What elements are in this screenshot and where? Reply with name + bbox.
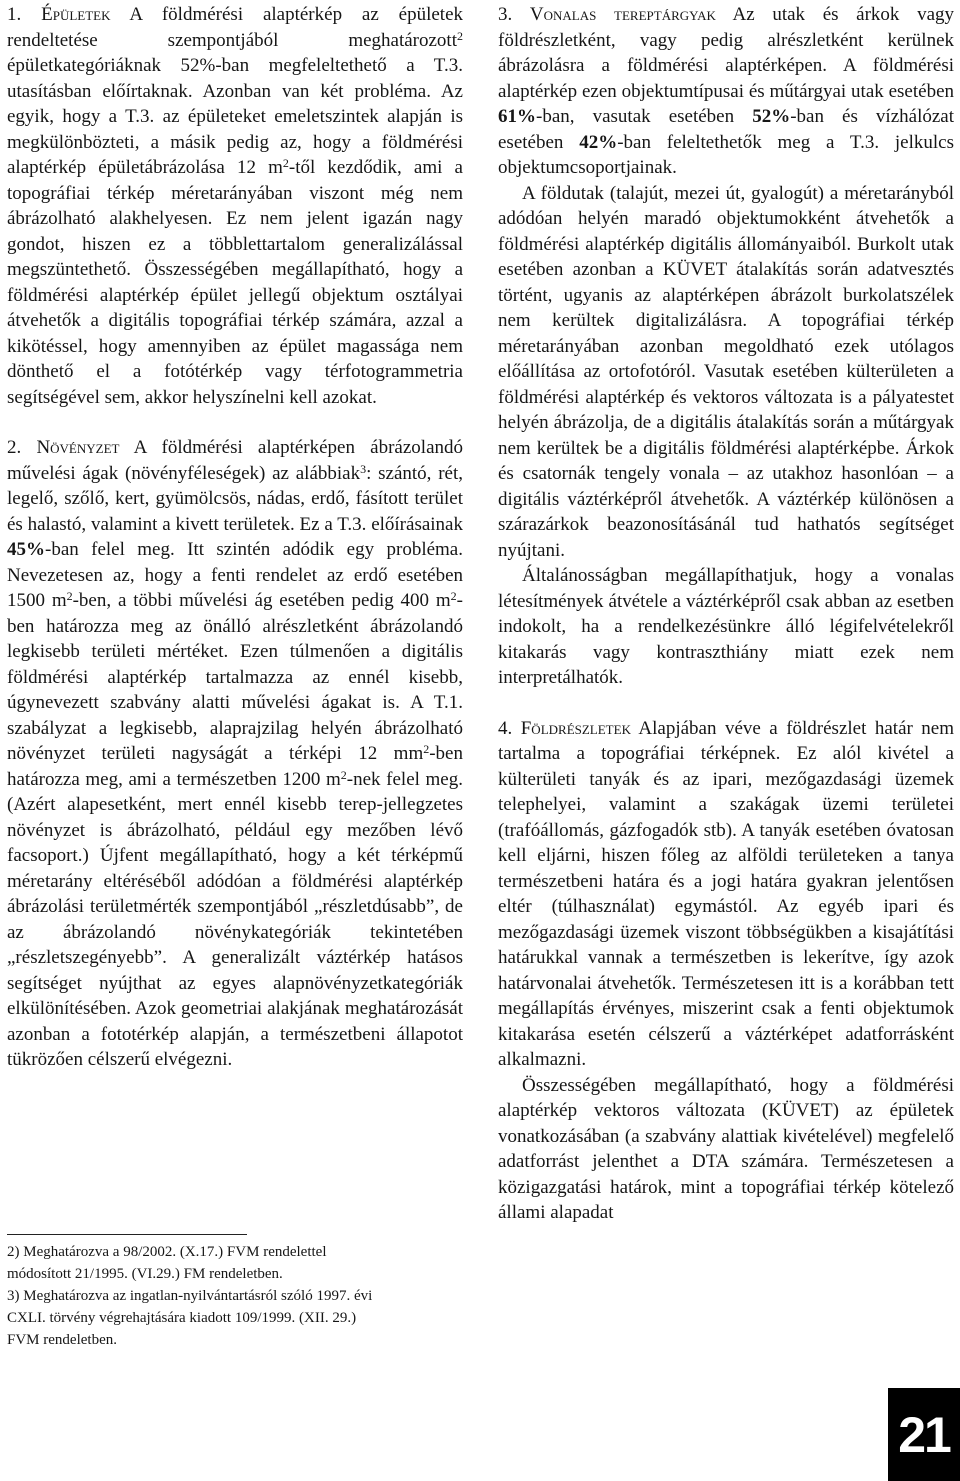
right-column bbox=[498, 2, 954, 1226]
section-heading: Vonalas tereptárgyak bbox=[529, 4, 716, 25]
body-text: Az utak és árkok vagy földrészletként, vagy pedig alrészletként kerülnek ábrázolásra a földmérési alaptérképen. A földmérési alaptérkép ezen objektumtípusai és műtárgyai utak esetében bbox=[498, 4, 955, 102]
bold-percentage: 52% bbox=[752, 106, 791, 127]
bold-percentage: 42% bbox=[579, 131, 618, 153]
body-text: : szántó, rét, legelő, szőlő, kert, gyümölcsös, nádas, erdő, fásított terület és halastó, valamint a kivett területek. Ez a T.3. előírásainak bbox=[7, 462, 463, 535]
section-heading: Földrészletek bbox=[520, 717, 631, 739]
bold-percentage: 45% bbox=[7, 539, 45, 560]
footnote-2-line: 2) Meghatározva a 98/2002. (X.17.) FVM rendelettel bbox=[7, 1244, 327, 1260]
section-number: 3. bbox=[498, 4, 513, 25]
body-text: -ban felel meg. Itt szintén adódik egy probléma. Nevezetesen az, hogy a fenti rendelet az erdő esetében 1500 m bbox=[7, 539, 463, 611]
section-2-vegetation bbox=[7, 435, 463, 1073]
body-text: -ben határozza meg, ami a természetben 1200 m bbox=[7, 743, 463, 790]
section-number: 4. bbox=[498, 717, 513, 739]
body-text: -ban és vízhálózat esetében bbox=[498, 106, 954, 153]
superscript: 2 bbox=[340, 767, 347, 782]
body-text: A földmérési alaptérkép az épületek rendeltetése szempontjából meghatározott bbox=[7, 4, 464, 51]
footnote-ref-3: 3 bbox=[360, 461, 367, 476]
footnote-divider bbox=[7, 1234, 247, 1235]
footnote-3-line: CXLI. törvény végrehajtására kiadott 109/1999. (XII. 29.) bbox=[7, 1310, 357, 1326]
body-text: -ben határozza meg az önálló alrészletként ábrázolandó legkisebb területi mértéket. Ezen túlmenően a digitális földmérési alaptérkép tartalmazza az ennél kisebb, úgynevezett szabvány alatti művelési ágakat is. A T.1. szabályzat a legkisebb, alaprajzilag helyén ábrázolható növényzet területi nagyságát a térképi 12 mm bbox=[7, 590, 463, 764]
footnote-2-line: módosított 21/1995. (VI.29.) FM rendeletben. bbox=[7, 1266, 283, 1282]
section-number: 2. bbox=[7, 437, 22, 458]
footnote-3-line: 3) Meghatározva az ingatlan-nyilvántartásról szóló 1997. évi bbox=[7, 1288, 373, 1304]
section-1-buildings bbox=[7, 2, 463, 410]
superscript: 2 bbox=[450, 589, 457, 603]
paragraph-conclusion: Összességében megállapítható, hogy a földmérési alaptérkép vektoros változata (KÜVET) az épületek vonatkozásában (a szabvány alattiak kivételével) megfelelő adatforrást jelenthet a DTA számára. Természetesen a közigazgatási határok, mint a topográfiai térkép kötelező állami alapadat bbox=[498, 1074, 954, 1223]
body-text: Alapjában véve a földrészlet határ nem tartalma a topográfiai térképnek. Ez alól kivétel a külterületi tanyák és az ipari, mezőgazdasági üzemek telephelyei, valamint a szakágak üzemi területei (trafóállomás, gázfogadók stb). A tanyák esetében óvatosan kell eljárni, hiszen főleg az alföldi területeken a tanya természetbeni határa és a jogi határa gyakran jelentősen eltér (túlhasználat) egymástól. Az egyéb ipari és mezőgazdasági üzemek viszont többségükben a kisajátítási határukkal vannak a természetben is lekerítve, így azok határvonalai átvehetők. Természetesen itt is a korábban tett megállapítás érvényes, miszerint csak a fenti objektumok kitakarása esetén célszerű a váztérképet adatforrásként alkalmazni. bbox=[498, 717, 955, 1070]
section-number: 1. bbox=[7, 4, 22, 25]
section-4-parcels bbox=[498, 716, 954, 1073]
section-3-linear-features bbox=[498, 2, 954, 181]
body-text: -től kezdődik, ami a topográfiai térkép méretarányában viszont még nem ábrázolható alakhelyesen. Ez nem jelent igazán nagy gondot, hiszen ez a többlettartalom generalizálással megszüntethető. Összességében megállapítható, hogy a földmérési alaptérkép épület jellegű objektum osztályai átvehetők a digitális topográfiai térkép számára, azzal a kikötéssel, hogy amennyiben az épület magassága nem dönthető el a fotótérkép vagy térfotogrammetria segítségével sem, akkor helyszínelni kell azokat. bbox=[7, 157, 463, 408]
paragraph-roads: A földutak (talajút, mezei út, gyalogút) a méretarányból adódóan helyén maradó objektumokként átvehetők a földmérési alaptérkép digitális állományaiból. Burkolt utak esetében azonban a KÜVET átalakítás során adatvesztés történt, ugyanis az alaptérképen ábrázolt burkolatszélek nem kerültek digitalizálásra. A topográfiai térkép méretarányában azonban megoldható ezek utólagos előállítása az ortofotóról. Vasutak esetében külterületen a földmérési alaptérkép és vektoros változata is a pályatestet helyén ábrázolja, de a digitális átalakítás során a műtárgyak nem kerültek be a digitális földmérési alaptérképbe. Árkok és csatornák tengely vonala – az utakhoz hasonlóan – a digitális váztérképről átvehetők. A váztérkép különösen a szárazárkok beazonosításánál tud hathatós segítséget nyújtani. bbox=[498, 182, 954, 561]
superscript: 2 bbox=[423, 742, 430, 756]
footnote-ref-2: 2 bbox=[457, 28, 463, 43]
body-text: -ben, a többi művelési ág esetében pedig 400 m bbox=[72, 590, 451, 611]
superscript: 2 bbox=[66, 589, 73, 603]
section-heading: Növényzet bbox=[36, 437, 120, 458]
body-text: -ban feleltethetők meg a T.3. jelkulcs objektumcsoportjainak. bbox=[498, 131, 954, 178]
body-text: épületkategóriáknak 52%-ban megfeleltethető a T.3. utasításban előírtaknak. Azonban van két probléma. Az egyik, hogy a T.3. az épületeket emeletszintek alapján is megkülönbözteti, a másik pedig az, hogy a földmérési alaptérkép épületábrázolása 12 m bbox=[7, 55, 463, 178]
footnote-3-line: FVM rendeletben. bbox=[7, 1332, 117, 1348]
bold-percentage: 61% bbox=[498, 106, 536, 127]
body-text: -nek felel meg. (Azért alapesetként, mert ennél kisebb terep-jellegzetes növényzet is ábrázolható, például egy mezőben lévő facsoport.) Újfent megállapítható, hogy a két térképmű méretarány eltéréséből adódóan a földmérési alaptérkép ábrázolási területmérték szempontjából „részletdúsabb”, de az ábrázolandó növénykategóriák tekintetében „részletszegényebb”. A generalizált váztérkép hatásos segítséget nyújthat az egyes alapnövényzetkategóriák elkülönítésében. Azok geometriai alakjának meghatározását azonban a fototérkép alapján, a természetbeni állapotot tükrözően célszerű elvégezni. bbox=[7, 768, 463, 1070]
superscript: 2 bbox=[282, 156, 289, 170]
body-text: -ban, vasutak esetében bbox=[536, 106, 735, 127]
body-text: A földmérési alaptérképen ábrázolandó művelési ágak (növényféleségek) az alábbiak bbox=[7, 437, 463, 484]
footnotes bbox=[7, 1241, 463, 1351]
page-number: 21 bbox=[888, 1388, 960, 1481]
paragraph-summary-linear: Általánosságban megállapíthatjuk, hogy a vonalas létesítmények átvétele a váztérképről csak abban az esetben indokolt, ha a rendelkezésünkre álló légifelvételekről kitakarás vagy kontraszthiány miatt ezek nem interpretálhatók. bbox=[498, 565, 954, 688]
left-column bbox=[7, 2, 463, 1073]
section-heading: Épületek bbox=[41, 4, 111, 25]
